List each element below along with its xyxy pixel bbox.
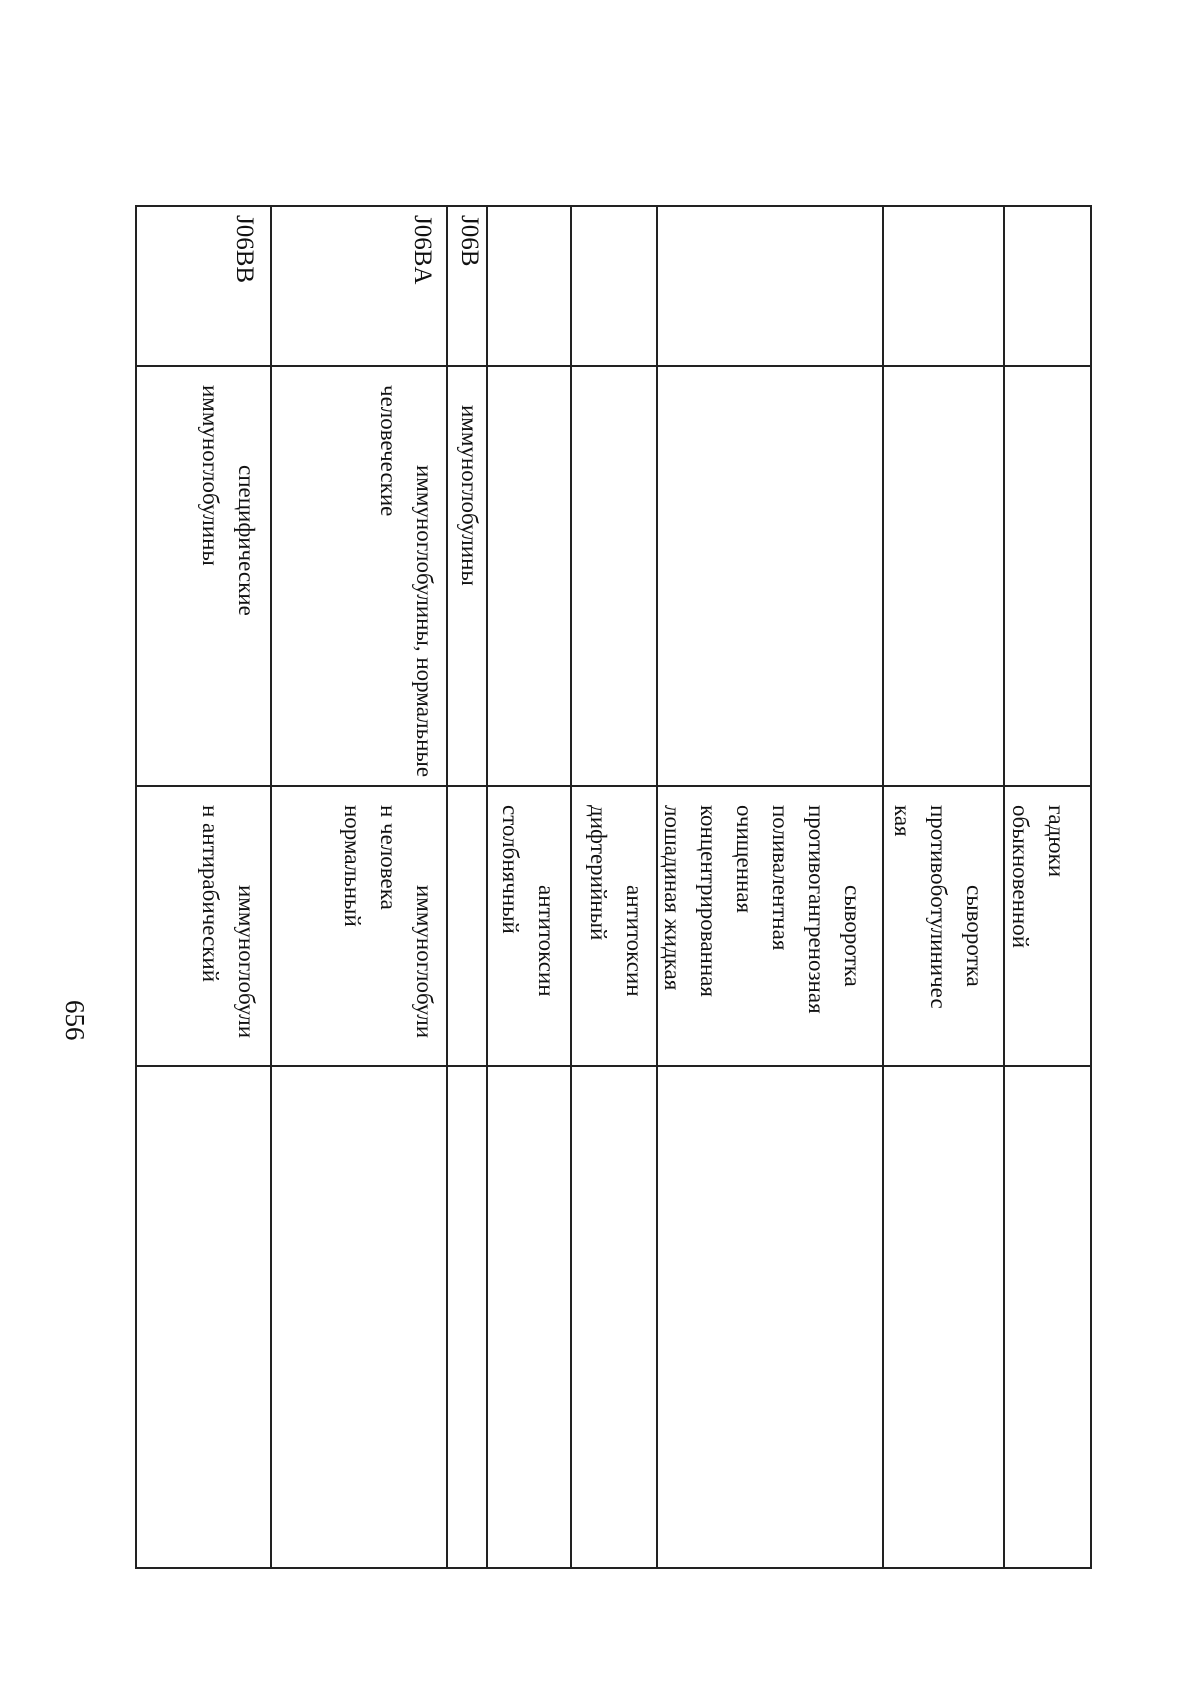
drug-line: антитоксин (534, 885, 559, 997)
group-cell (370, 385, 442, 777)
drug-line: концентрированная (696, 805, 721, 997)
group-cell (192, 385, 264, 616)
table-border-top (1091, 205, 1093, 1569)
drug-line: н антирабический (198, 805, 223, 983)
drug-cell (492, 805, 564, 997)
drug-line: иммуноглобули (412, 885, 437, 1039)
drug-cell (334, 805, 442, 1038)
atc-code: J06BA (409, 215, 436, 285)
table-border-right (135, 1567, 1092, 1569)
row-divider (571, 205, 573, 1569)
table-border-left (135, 205, 1092, 207)
page-number: 656 (60, 1000, 90, 1041)
drug-line: дифтерийный (586, 805, 611, 941)
column-divider (135, 785, 1092, 787)
drug-line: очищенная (732, 805, 757, 914)
row-divider (447, 205, 449, 1569)
drug-line: гадюки (1044, 805, 1069, 878)
group-line: человеческие (376, 385, 401, 517)
drug-line: антитоксин (622, 885, 647, 997)
drug-line: столбнячный (498, 805, 523, 934)
drug-cell (654, 805, 870, 1014)
group-line: иммуноглобулины (198, 385, 223, 566)
group-line: специфические (234, 465, 259, 616)
group-line: иммуноглобулины, нормальные (412, 465, 437, 778)
drug-line: сыворотка (840, 885, 865, 987)
drug-line: нормальный (340, 805, 365, 927)
drug-line: противогангренозная (804, 805, 829, 1014)
drug-cell (580, 805, 652, 997)
drug-line: н человека (376, 805, 401, 910)
group-line: иммуноглобулины (457, 405, 482, 586)
column-divider (135, 365, 1092, 367)
table-border-bottom (136, 205, 138, 1569)
row-divider (271, 205, 273, 1569)
drug-cell (192, 805, 264, 1038)
drug-line: сыворотка (962, 885, 987, 987)
drug-line: обыкновенной (1008, 805, 1033, 948)
drug-cell (884, 805, 992, 1009)
drug-line: иммуноглобули (234, 885, 259, 1039)
drug-line: противоботулиничес (926, 805, 951, 1009)
rotated-table (135, 205, 1092, 1569)
drug-line: лошадиная жидкая (660, 805, 685, 991)
group-cell (451, 405, 487, 586)
atc-code: J06BB (231, 215, 258, 284)
drug-line: поливалентная (768, 805, 793, 951)
drug-line: кая (890, 805, 915, 837)
column-divider (135, 1065, 1092, 1067)
atc-code: J06B (456, 215, 483, 267)
drug-cell (1002, 805, 1074, 948)
